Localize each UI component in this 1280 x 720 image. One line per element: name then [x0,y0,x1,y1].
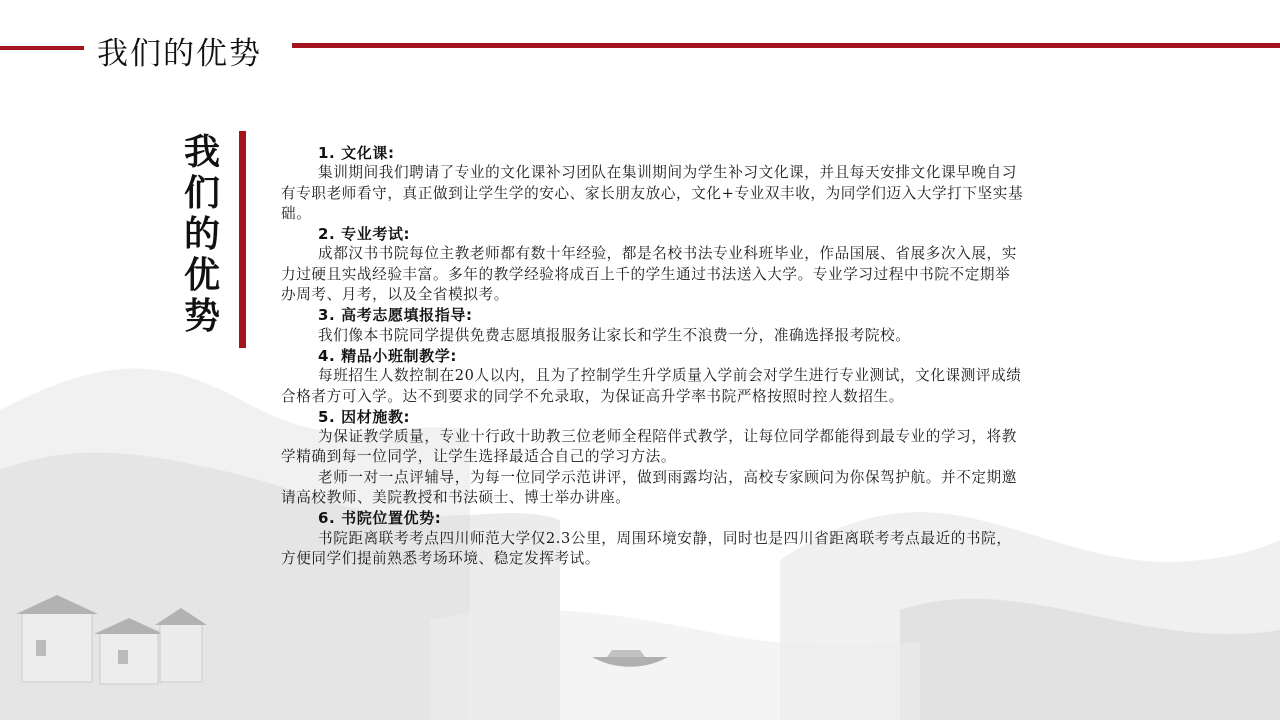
header-rule-right [292,43,1280,48]
vertical-title-char: 们 [183,172,220,214]
section-title: 5. 因材施教: [318,407,411,426]
advantages-content [281,143,1025,569]
section-paragraph: 每班招生人数控制在20人以内，且为了控制学生升学质量入学前会对学生进行专业测试，文化课测评成绩合格者方可入学。达不到要求的同学不允录取，为保证高升学率书院严格按照时控人数招生。 [281,367,1022,405]
vertical-title [180,132,224,337]
section-title: 3. 高考志愿填报指导: [318,306,473,325]
section-paragraph: 集训期间我们聘请了专业的文化课补习团队在集训期间为学生补习文化课，并且每天安排文化课早晚自习有专职老师看守，真正做到让学生学的安心、家长朋友放心，文化+专业双丰收，为同学们迈入大学打下坚实基础。 [281,164,1024,222]
section-title: 2. 专业考试: [318,225,411,244]
header-rule-left [0,46,84,50]
section-paragraph: 成都汉书书院每位主教老师都有数十年经验，都是名校书法专业科班毕业，作品国展、省展多次入展，实力过硬且实战经验丰富。多年的教学经验将成百上千的学生通过书法送入大学。专业学习过程中书院不定期举办周考、月考，以及全省模拟考。 [281,245,1017,304]
section-paragraph: 书院距离联考考点四川师范大学仅2.3公里，周围环境安静，同时也是四川省距离联考考点最近的书院，方便同学们提前熟悉考场环境、稳定发挥考试。 [281,529,1012,567]
section-title: 1. 文化课: [318,144,395,162]
section-title: 4. 精品小班制教学: [318,346,457,365]
vertical-title-char: 我 [183,131,220,173]
vertical-title-char: 的 [183,213,220,255]
section-paragraph: 为保证教学质量，专业十行政十助教三位老师全程陪伴式教学，让每位同学都能得到最专业的学习，将教学精确到每一位同学，让学生选择最适合自己的学习方法。 [281,428,1017,466]
vertical-accent-bar [239,131,246,348]
section-paragraph: 我们像本书院同学提供免费志愿填报服务让家长和学生不浪费一分，准确选择报考院校。 [318,326,911,344]
section-paragraph: 老师一对一点评辅导，为每一位同学示范讲评，做到雨露均沾，高校专家顾问为你保驾护航。并不定期邀请高校教师、美院教授和书法硕士、博士举办讲座。 [281,468,1017,507]
page-title: 我们的优势 [97,36,262,72]
section-title: 6. 书院位置优势: [318,509,442,528]
vertical-title-char: 优 [183,254,220,296]
vertical-title-char: 势 [183,295,220,337]
